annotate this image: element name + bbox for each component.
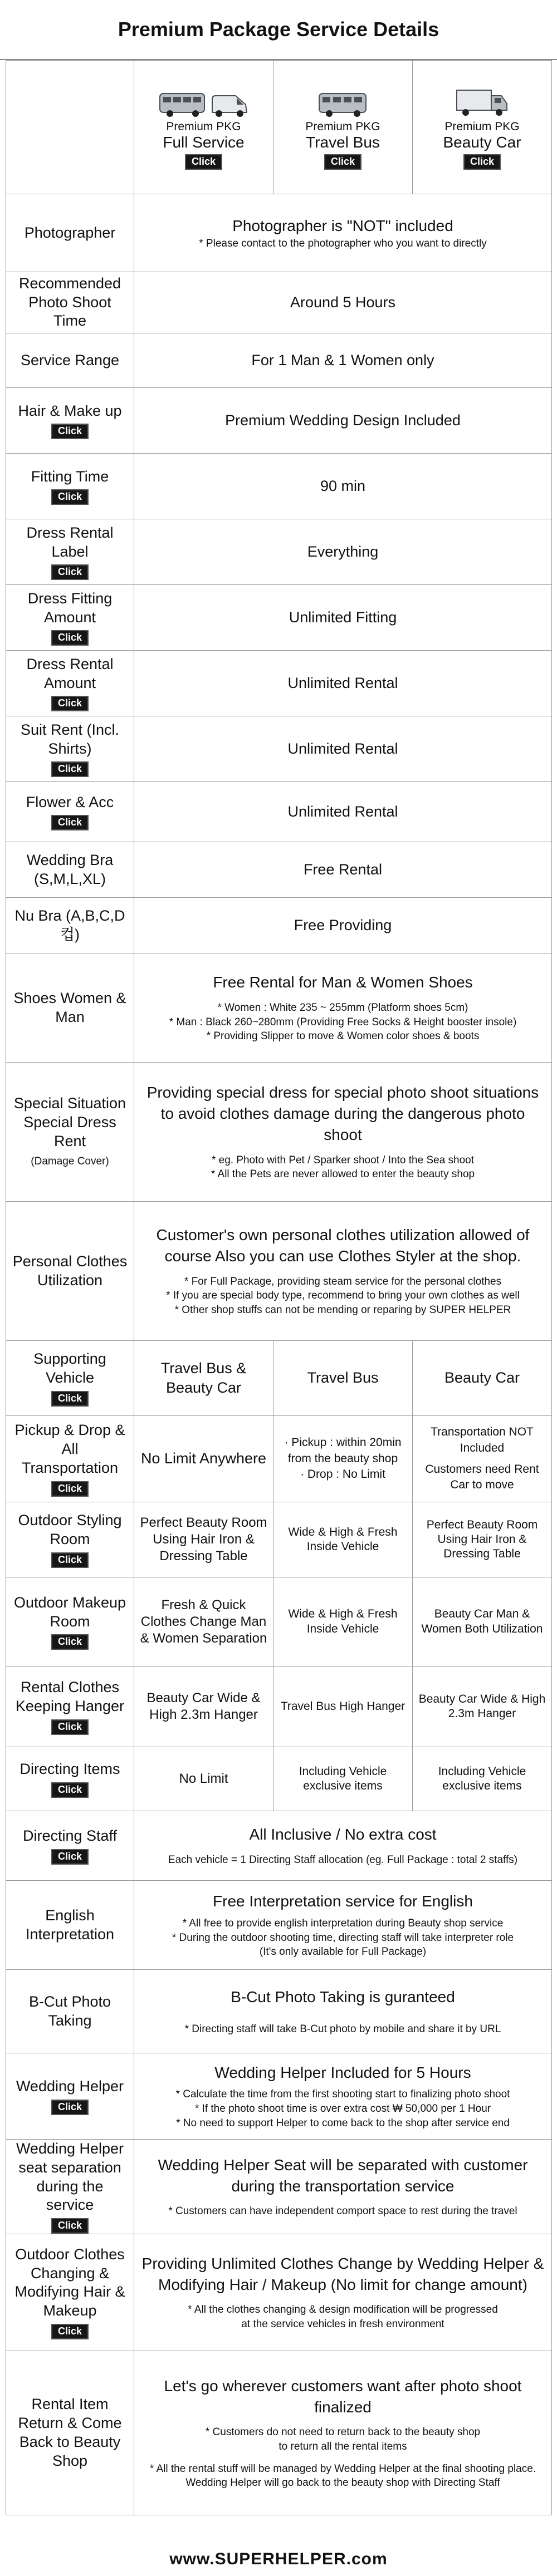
makeup-room-click-button[interactable]: Click xyxy=(51,1634,89,1650)
directing-staff-note: Each vehicle = 1 Directing Staff allocation (eg. Full Package : total 2 staffs) xyxy=(168,1854,518,1866)
wedding-helper-note: * Calculate the time from the first shooting start to finalizing photo shoot xyxy=(175,2088,510,2101)
rental-return-main: Let's go wherever customers want after photo shoot finalized xyxy=(164,2377,522,2416)
row-label: English Interpretation xyxy=(6,1881,134,1970)
row-label xyxy=(6,2234,134,2351)
table-row-styling-room xyxy=(6,1502,552,1577)
special-dress-note: * All the Pets are never allowed to enter the beauty shop xyxy=(211,1168,475,1181)
directing-items-car: Including Vehicle exclusive items xyxy=(413,1747,552,1811)
beauty-car-click-button[interactable]: Click xyxy=(463,154,501,170)
flower-click-button[interactable]: Click xyxy=(51,815,89,830)
row-value: Around 5 Hours xyxy=(134,272,552,333)
table-row-pickup xyxy=(6,1416,552,1502)
table-row-hair-makeup xyxy=(6,388,552,454)
helper-seat-note: * Customers can have independent comport space to rest during the travel xyxy=(168,2205,517,2218)
suit-rent-label: Suit Rent (Incl. Shirts) xyxy=(20,721,120,757)
suit-rent-click-button[interactable]: Click xyxy=(51,761,89,777)
page-title: Premium Package Service Details xyxy=(0,0,557,60)
row-label xyxy=(6,519,134,585)
fitting-time-click-button[interactable]: Click xyxy=(51,489,89,505)
row-value xyxy=(134,1881,552,1970)
package-name: Beauty Car xyxy=(443,134,521,151)
table-row-dress-rental-label xyxy=(6,519,552,585)
personal-clothes-note: * If you are special body type, recommend to bring your own clothes as well xyxy=(166,1290,520,1302)
bcut-main: B-Cut Photo Taking is guranteed xyxy=(231,1988,455,2005)
makeup-room-car: Beauty Car Man & Women Both Utilization xyxy=(413,1577,552,1666)
row-value: Free Providing xyxy=(134,898,552,953)
row-value xyxy=(134,2234,552,2351)
row-value xyxy=(134,194,552,272)
rental-return-note: to return all the rental items xyxy=(278,2440,407,2452)
table-row-service-range xyxy=(6,333,552,388)
wedding-helper-label: Wedding Helper xyxy=(16,2078,124,2095)
table-row-outdoor-change xyxy=(6,2234,552,2351)
table-row-flower xyxy=(6,782,552,842)
supporting-vehicle-label: Supporting Vehicle xyxy=(33,1350,106,1387)
rental-return-note: * Customers do not need to return back to the beauty shop xyxy=(205,2426,481,2439)
package-full-service xyxy=(134,61,273,194)
row-label xyxy=(6,1747,134,1811)
outdoor-change-main: Providing Unlimited Clothes Change by Wedding Helper & Modifying Hair / Makeup (No limit for change amount) xyxy=(141,2254,544,2293)
table-row-suit-rent xyxy=(6,716,552,782)
row-value xyxy=(134,1970,552,2053)
flower-label: Flower & Acc xyxy=(26,793,114,810)
table-row-dress-rental-amount xyxy=(6,651,552,716)
vehicle-icons xyxy=(279,85,407,118)
row-value xyxy=(134,1811,552,1881)
package-beauty-car xyxy=(413,61,552,194)
personal-clothes-note: * For Full Package, providing steam service for the personal clothes xyxy=(184,1275,502,1287)
bcut-note: * Directing staff will take B-Cut photo by mobile and share it by URL xyxy=(184,2023,501,2035)
pickup-click-button[interactable]: Click xyxy=(51,1481,89,1497)
hanger-click-button[interactable]: Click xyxy=(51,1719,89,1735)
service-table xyxy=(6,60,552,2515)
pickup-car xyxy=(413,1416,552,1502)
english-main: Free Interpretation service for English xyxy=(213,1892,473,1910)
special-dress-note: * eg. Photo with Pet / Sparker shoot / Into the Sea shoot xyxy=(211,1154,475,1166)
photographer-main: Photographer is "NOT" included xyxy=(232,217,453,234)
row-label xyxy=(6,1577,134,1666)
row-label xyxy=(6,1416,134,1502)
table-row-makeup-room xyxy=(6,1577,552,1666)
row-label: Nu Bra (A,B,C,D 컵) xyxy=(6,898,134,953)
row-label: Wedding Bra (S,M,L,XL) xyxy=(6,842,134,898)
table-row-nu-bra xyxy=(6,898,552,953)
makeup-room-bus: Wide & High & Fresh Inside Vehicle xyxy=(273,1577,413,1666)
pickup-full: No Limit Anywhere xyxy=(134,1416,273,1502)
row-label xyxy=(6,388,134,454)
table-row-supporting-vehicle xyxy=(6,1341,552,1416)
special-dress-label: Special Situation Special Dress Rent xyxy=(13,1095,126,1149)
row-value: Everything xyxy=(134,519,552,585)
table-row-fitting-time xyxy=(6,454,552,519)
english-note: * During the outdoor shooting time, directing staff will take interpreter role xyxy=(172,1931,514,1944)
wedding-helper-note: * No need to support Helper to come back to the shop after service end xyxy=(176,2117,510,2129)
directing-items-full: No Limit xyxy=(134,1747,273,1811)
row-value xyxy=(134,2053,552,2140)
row-label: Recommended Photo Shoot Time xyxy=(6,272,134,333)
directing-staff-label: Directing Staff xyxy=(22,1827,118,1845)
package-pkg-label: Premium PKG xyxy=(305,120,380,134)
fitting-time-label: Fitting Time xyxy=(31,468,109,485)
table-row-rental-return xyxy=(6,2351,552,2515)
row-label: Rental Item Return & Come Back to Beauty Shop xyxy=(6,2351,134,2515)
makeup-room-label: Outdoor Makeup Room xyxy=(13,1594,126,1630)
shoes-note: * Women : White 235 ~ 255mm (Platform shoes 5cm) xyxy=(217,1001,468,1014)
shoes-main: Free Rental for Man & Women Shoes xyxy=(213,974,473,991)
helper-seat-main: Wedding Helper Seat will be separated with customer during the transportation service xyxy=(158,2156,528,2195)
table-row-hanger xyxy=(6,1666,552,1747)
shoes-note: * Man : Black 260~280mm (Providing Free Socks & Height booster insole) xyxy=(169,1016,517,1028)
table-row-photographer xyxy=(6,194,552,272)
row-label: Service Range xyxy=(6,333,134,388)
row-label: Photographer xyxy=(6,194,134,272)
dress-fitting-amount-label: Dress Fitting Amount xyxy=(27,589,113,626)
supporting-vehicle-full: Travel Bus & Beauty Car xyxy=(134,1341,273,1416)
hair-makeup-label: Hair & Make up xyxy=(18,402,122,419)
row-label xyxy=(6,651,134,716)
hanger-full: Beauty Car Wide & High 2.3m Hanger xyxy=(134,1666,273,1747)
dress-rental-label-click-button[interactable]: Click xyxy=(51,564,89,580)
personal-clothes-note: * Other shop stuffs can not be mending or reparing by SUPER HELPER xyxy=(174,1304,511,1316)
table-row-special-dress xyxy=(6,1063,552,1202)
supporting-vehicle-click-button[interactable]: Click xyxy=(51,1391,89,1407)
row-label xyxy=(6,1811,134,1881)
row-label xyxy=(6,454,134,519)
table-row-dress-fitting-amount xyxy=(6,585,552,651)
dress-rental-label-label: Dress Rental Label xyxy=(26,524,114,560)
pickup-label: Pickup & Drop & All Transportation xyxy=(14,1422,125,1476)
row-value: Unlimited Rental xyxy=(134,651,552,716)
hanger-car: Beauty Car Wide & High 2.3m Hanger xyxy=(413,1666,552,1747)
dress-rental-amount-click-button[interactable]: Click xyxy=(51,696,89,711)
makeup-room-full: Fresh & Quick Clothes Change Man & Women Separation xyxy=(134,1577,273,1666)
row-value xyxy=(134,2351,552,2515)
package-name: Full Service xyxy=(163,134,245,151)
table-row-bcut xyxy=(6,1970,552,2053)
pickup-bus-line: · Pickup : within 20min from the beauty shop xyxy=(284,1436,402,1465)
hair-makeup-click-button[interactable]: Click xyxy=(51,424,89,439)
package-pkg-label: Premium PKG xyxy=(444,120,520,134)
package-pkg-label: Premium PKG xyxy=(166,120,241,134)
special-dress-label-small: (Damage Cover) xyxy=(31,1156,109,1168)
personal-clothes-main: Customer's own personal clothes utilization allowed of course Also you can use Clothes Styler at the shop. xyxy=(156,1226,530,1265)
rental-return-note: * All the rental stuff will be managed by Wedding Helper at the final shooting place. Wedding Helper will go back to the beauty shop with Directing Staff xyxy=(149,2462,536,2489)
english-note: * All free to provide english interpretation during Beauty shop service xyxy=(182,1917,504,1929)
pickup-bus xyxy=(273,1416,413,1502)
bus-icon xyxy=(159,91,207,118)
row-label xyxy=(6,782,134,842)
supporting-vehicle-car: Beauty Car xyxy=(413,1341,552,1416)
directing-staff-click-button[interactable]: Click xyxy=(51,1849,89,1865)
footer-website[interactable]: www.SUPERHELPER.com xyxy=(169,2550,388,2568)
vehicle-icons xyxy=(140,85,267,118)
pickup-bus-line: · Drop : No Limit xyxy=(300,1468,385,1481)
row-value: Premium Wedding Design Included xyxy=(134,388,552,454)
styling-room-click-button[interactable]: Click xyxy=(51,1552,89,1568)
directing-items-click-button[interactable]: Click xyxy=(51,1782,89,1798)
dress-fitting-amount-click-button[interactable]: Click xyxy=(51,630,89,646)
hanger-bus: Travel Bus High Hanger xyxy=(273,1666,413,1747)
special-dress-main: Providing special dress for special photo shoot situations to avoid clothes damage during the dangerous photo shoot xyxy=(146,1084,539,1143)
row-value: 90 min xyxy=(134,454,552,519)
supporting-vehicle-bus: Travel Bus xyxy=(273,1341,413,1416)
row-label: B-Cut Photo Taking xyxy=(6,1970,134,2053)
pickup-car-line: Customers need Rent Car to move xyxy=(425,1463,539,1492)
row-value xyxy=(134,2140,552,2234)
row-label xyxy=(6,585,134,651)
package-name: Travel Bus xyxy=(306,134,380,151)
shoes-note: * Providing Slipper to move & Women color shoes & boots xyxy=(206,1030,480,1043)
row-label xyxy=(6,1666,134,1747)
table-header-row xyxy=(6,61,552,194)
full-service-click-button[interactable]: Click xyxy=(185,154,222,170)
styling-room-full: Perfect Beauty Room Using Hair Iron & Dressing Table xyxy=(134,1502,273,1577)
table-row-directing-items xyxy=(6,1747,552,1811)
table-row-shoes xyxy=(6,953,552,1063)
helper-seat-click-button[interactable]: Click xyxy=(51,2218,89,2234)
styling-room-bus: Wide & High & Fresh Inside Vehicle xyxy=(273,1502,413,1577)
styling-room-car: Perfect Beauty Room Using Hair Iron & Dressing Table xyxy=(413,1502,552,1577)
hanger-label: Rental Clothes Keeping Hanger xyxy=(15,1679,125,1715)
pickup-car-line: Transportation NOT Included xyxy=(431,1425,534,1454)
photographer-note: * Please contact to the photographer who you want to directly xyxy=(199,237,487,249)
table-row-english xyxy=(6,1881,552,1970)
row-value xyxy=(134,953,552,1063)
row-label xyxy=(6,1341,134,1416)
vehicle-icons xyxy=(418,85,546,118)
row-value: Unlimited Fitting xyxy=(134,585,552,651)
van-icon xyxy=(210,94,249,118)
wedding-helper-click-button[interactable]: Click xyxy=(51,2100,89,2115)
row-label xyxy=(6,716,134,782)
table-row-directing-staff xyxy=(6,1811,552,1881)
row-label: Shoes Women & Man xyxy=(6,953,134,1063)
row-value: For 1 Man & 1 Women only xyxy=(134,333,552,388)
table-row-wedding-bra xyxy=(6,842,552,898)
directing-items-bus: Including Vehicle exclusive items xyxy=(273,1747,413,1811)
outdoor-change-label: Outdoor Clothes Changing & Modifying Hair & Makeup xyxy=(14,2245,125,2319)
row-label xyxy=(6,1502,134,1577)
row-value xyxy=(134,1063,552,1202)
dress-rental-amount-label: Dress Rental Amount xyxy=(26,655,114,691)
wedding-helper-note: * If the photo shoot time is over extra cost ₩ 50,000 per 1 Hour xyxy=(194,2103,491,2115)
row-value: Free Rental xyxy=(134,842,552,898)
table-row-helper-seat xyxy=(6,2140,552,2234)
package-travel-bus xyxy=(273,61,413,194)
styling-room-label: Outdoor Styling Room xyxy=(18,1512,122,1548)
directing-staff-main: All Inclusive / No extra cost xyxy=(249,1826,437,1843)
english-note: (It's only available for Full Package) xyxy=(259,1946,427,1958)
truck-icon xyxy=(456,88,509,118)
outdoor-change-click-button[interactable]: Click xyxy=(51,2324,89,2339)
row-label xyxy=(6,1063,134,1202)
header-empty-cell xyxy=(6,61,134,194)
table-row-wedding-helper xyxy=(6,2053,552,2140)
row-label xyxy=(6,2053,134,2140)
travel-bus-click-button[interactable]: Click xyxy=(324,154,361,170)
row-value: Unlimited Rental xyxy=(134,782,552,842)
directing-items-label: Directing Items xyxy=(19,1761,120,1778)
outdoor-change-note: at the service vehicles in fresh environment xyxy=(241,2318,444,2331)
table-row-personal-clothes xyxy=(6,1202,552,1341)
bus-icon xyxy=(318,91,368,118)
row-label xyxy=(6,2140,134,2234)
helper-seat-label: Wedding Helper seat separation during the service xyxy=(16,2140,124,2214)
wedding-helper-main: Wedding Helper Included for 5 Hours xyxy=(214,2063,471,2081)
row-label: Personal Clothes Utilization xyxy=(6,1202,134,1341)
table-row-shoot-time xyxy=(6,272,552,333)
row-value: Unlimited Rental xyxy=(134,716,552,782)
outdoor-change-note: * All the clothes changing & design modification will be progressed xyxy=(188,2304,498,2316)
row-value xyxy=(134,1202,552,1341)
